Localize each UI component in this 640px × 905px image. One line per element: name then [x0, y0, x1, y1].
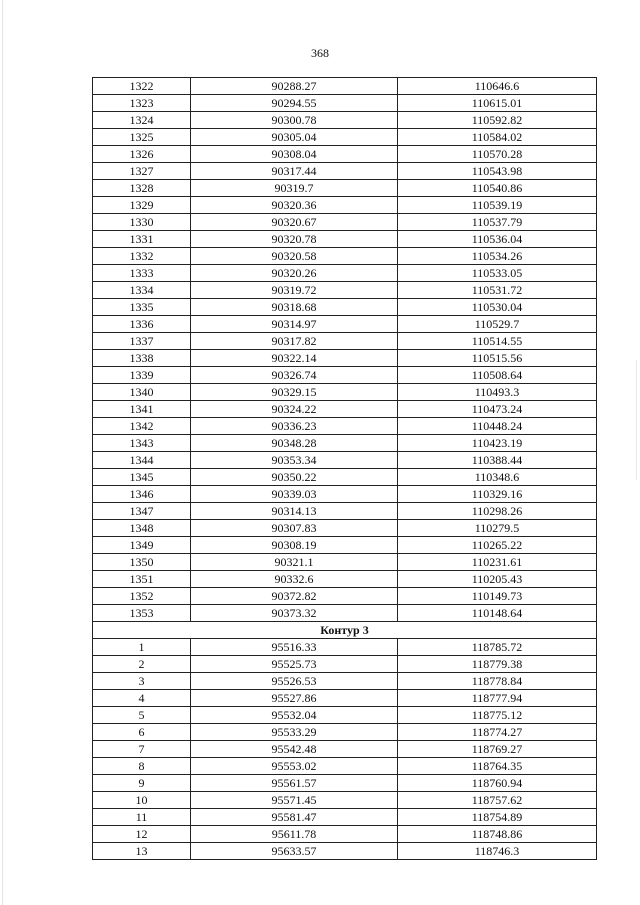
- table-row: [93, 197, 597, 214]
- y-coordinate-cell: 110279.5: [398, 520, 597, 537]
- table-row: [93, 588, 597, 605]
- x-coordinate-cell: 95525.73: [191, 656, 398, 673]
- point-number-cell: 1330: [93, 214, 191, 231]
- y-coordinate-cell: 110540.86: [398, 180, 597, 197]
- y-coordinate-cell: 118774.27: [398, 724, 597, 741]
- table-row: [93, 537, 597, 554]
- table-row: [93, 316, 597, 333]
- table-row: [93, 146, 597, 163]
- x-coordinate-cell: 90318.68: [191, 299, 398, 316]
- table-row: [93, 333, 597, 350]
- y-coordinate-cell: 110529.7: [398, 316, 597, 333]
- table-row: [93, 486, 597, 503]
- point-number-cell: 1332: [93, 248, 191, 265]
- table-row: [93, 129, 597, 146]
- point-number-cell: 1341: [93, 401, 191, 418]
- table-row: [93, 78, 597, 95]
- x-coordinate-cell: 90320.36: [191, 197, 398, 214]
- table-row: [93, 384, 597, 401]
- x-coordinate-cell: 90319.7: [191, 180, 398, 197]
- x-coordinate-cell: 90329.15: [191, 384, 398, 401]
- y-coordinate-cell: 118764.35: [398, 758, 597, 775]
- point-number-cell: 1338: [93, 350, 191, 367]
- y-coordinate-cell: 110530.04: [398, 299, 597, 316]
- x-coordinate-cell: 95532.04: [191, 707, 398, 724]
- point-number-cell: 1335: [93, 299, 191, 316]
- x-coordinate-cell: 90308.19: [191, 537, 398, 554]
- table-row: [93, 673, 597, 690]
- table-row: [93, 843, 597, 860]
- scan-edge-left: [2, 0, 3, 905]
- table-row: [93, 758, 597, 775]
- y-coordinate-cell: 110533.05: [398, 265, 597, 282]
- point-number-cell: 1347: [93, 503, 191, 520]
- x-coordinate-cell: 95516.33: [191, 639, 398, 656]
- point-number-cell: 1328: [93, 180, 191, 197]
- table-row: [93, 571, 597, 588]
- table-row: [93, 775, 597, 792]
- table-row: [93, 809, 597, 826]
- table-row: [93, 214, 597, 231]
- table-row: [93, 469, 597, 486]
- x-coordinate-cell: 95571.45: [191, 792, 398, 809]
- point-number-cell: 1343: [93, 435, 191, 452]
- x-coordinate-cell: 90320.26: [191, 265, 398, 282]
- y-coordinate-cell: 110543.98: [398, 163, 597, 180]
- x-coordinate-cell: 95527.86: [191, 690, 398, 707]
- point-number-cell: 1345: [93, 469, 191, 486]
- point-number-cell: 1342: [93, 418, 191, 435]
- x-coordinate-cell: 90372.82: [191, 588, 398, 605]
- x-coordinate-cell: 90353.34: [191, 452, 398, 469]
- y-coordinate-cell: 110329.16: [398, 486, 597, 503]
- table-row: [93, 231, 597, 248]
- table-row: [93, 350, 597, 367]
- x-coordinate-cell: 90321.1: [191, 554, 398, 571]
- y-coordinate-cell: 110348.6: [398, 469, 597, 486]
- point-number-cell: 1348: [93, 520, 191, 537]
- y-coordinate-cell: 110584.02: [398, 129, 597, 146]
- y-coordinate-cell: 118775.12: [398, 707, 597, 724]
- table-row: [93, 265, 597, 282]
- section-row: [93, 622, 597, 639]
- point-number-cell: 1353: [93, 605, 191, 622]
- y-coordinate-cell: 110231.61: [398, 554, 597, 571]
- x-coordinate-cell: 90326.74: [191, 367, 398, 384]
- point-number-cell: 1: [93, 639, 191, 656]
- y-coordinate-cell: 110493.3: [398, 384, 597, 401]
- y-coordinate-cell: 110388.44: [398, 452, 597, 469]
- point-number-cell: 7: [93, 741, 191, 758]
- x-coordinate-cell: 90294.55: [191, 95, 398, 112]
- point-number-cell: 6: [93, 724, 191, 741]
- x-coordinate-cell: 90314.13: [191, 503, 398, 520]
- point-number-cell: 1322: [93, 78, 191, 95]
- table-row: [93, 367, 597, 384]
- point-number-cell: 5: [93, 707, 191, 724]
- y-coordinate-cell: 110534.26: [398, 248, 597, 265]
- x-coordinate-cell: 90320.67: [191, 214, 398, 231]
- x-coordinate-cell: 90373.32: [191, 605, 398, 622]
- point-number-cell: 2: [93, 656, 191, 673]
- point-number-cell: 1349: [93, 537, 191, 554]
- y-coordinate-cell: 118777.94: [398, 690, 597, 707]
- table-row: [93, 520, 597, 537]
- x-coordinate-cell: 90336.23: [191, 418, 398, 435]
- table-row: [93, 435, 597, 452]
- point-number-cell: 1350: [93, 554, 191, 571]
- table-row: [93, 452, 597, 469]
- table-row: [93, 95, 597, 112]
- x-coordinate-cell: 95581.47: [191, 809, 398, 826]
- point-number-cell: 1351: [93, 571, 191, 588]
- y-coordinate-cell: 110592.82: [398, 112, 597, 129]
- point-number-cell: 1339: [93, 367, 191, 384]
- table-row: [93, 282, 597, 299]
- section-title: Контур 3: [93, 622, 597, 639]
- y-coordinate-cell: 110536.04: [398, 231, 597, 248]
- point-number-cell: 1331: [93, 231, 191, 248]
- y-coordinate-cell: 110149.73: [398, 588, 597, 605]
- x-coordinate-cell: 90339.03: [191, 486, 398, 503]
- table-row: [93, 401, 597, 418]
- point-number-cell: 1326: [93, 146, 191, 163]
- table-row: [93, 605, 597, 622]
- x-coordinate-cell: 90288.27: [191, 78, 398, 95]
- x-coordinate-cell: 90348.28: [191, 435, 398, 452]
- x-coordinate-cell: 95526.53: [191, 673, 398, 690]
- y-coordinate-cell: 110515.56: [398, 350, 597, 367]
- point-number-cell: 12: [93, 826, 191, 843]
- y-coordinate-cell: 110531.72: [398, 282, 597, 299]
- table-row: [93, 554, 597, 571]
- table-row: [93, 741, 597, 758]
- table-row: [93, 690, 597, 707]
- y-coordinate-cell: 118760.94: [398, 775, 597, 792]
- y-coordinate-cell: 110298.26: [398, 503, 597, 520]
- point-number-cell: 1324: [93, 112, 191, 129]
- scan-edge-right: [636, 360, 637, 480]
- table-row: [93, 639, 597, 656]
- point-number-cell: 1325: [93, 129, 191, 146]
- point-number-cell: 1329: [93, 197, 191, 214]
- page-number: 368: [311, 46, 329, 60]
- y-coordinate-cell: 110205.43: [398, 571, 597, 588]
- x-coordinate-cell: 90300.78: [191, 112, 398, 129]
- point-number-cell: 9: [93, 775, 191, 792]
- x-coordinate-cell: 90317.82: [191, 333, 398, 350]
- table-row: [93, 656, 597, 673]
- table-body-part-2: [93, 639, 597, 860]
- point-number-cell: 13: [93, 843, 191, 860]
- point-number-cell: 1344: [93, 452, 191, 469]
- point-number-cell: 1340: [93, 384, 191, 401]
- x-coordinate-cell: 95533.29: [191, 724, 398, 741]
- y-coordinate-cell: 110508.64: [398, 367, 597, 384]
- y-coordinate-cell: 110265.22: [398, 537, 597, 554]
- table-row: [93, 248, 597, 265]
- point-number-cell: 1323: [93, 95, 191, 112]
- point-number-cell: 1346: [93, 486, 191, 503]
- x-coordinate-cell: 90308.04: [191, 146, 398, 163]
- y-coordinate-cell: 110448.24: [398, 418, 597, 435]
- point-number-cell: 4: [93, 690, 191, 707]
- table-row: [93, 418, 597, 435]
- y-coordinate-cell: 118769.27: [398, 741, 597, 758]
- y-coordinate-cell: 118746.3: [398, 843, 597, 860]
- point-number-cell: 1352: [93, 588, 191, 605]
- x-coordinate-cell: 95633.57: [191, 843, 398, 860]
- x-coordinate-cell: 90317.44: [191, 163, 398, 180]
- table-row: [93, 792, 597, 809]
- point-number-cell: 11: [93, 809, 191, 826]
- y-coordinate-cell: 110537.79: [398, 214, 597, 231]
- y-coordinate-cell: 110615.01: [398, 95, 597, 112]
- x-coordinate-cell: 90307.83: [191, 520, 398, 537]
- y-coordinate-cell: 118779.38: [398, 656, 597, 673]
- table-row: [93, 503, 597, 520]
- point-number-cell: 3: [93, 673, 191, 690]
- y-coordinate-cell: 118757.62: [398, 792, 597, 809]
- x-coordinate-cell: 95542.48: [191, 741, 398, 758]
- x-coordinate-cell: 95611.78: [191, 826, 398, 843]
- y-coordinate-cell: 118748.86: [398, 826, 597, 843]
- point-number-cell: 1336: [93, 316, 191, 333]
- point-number-cell: 1333: [93, 265, 191, 282]
- x-coordinate-cell: 90332.6: [191, 571, 398, 588]
- point-number-cell: 1337: [93, 333, 191, 350]
- x-coordinate-cell: 95553.02: [191, 758, 398, 775]
- y-coordinate-cell: 110646.6: [398, 78, 597, 95]
- table-row: [93, 112, 597, 129]
- point-number-cell: 8: [93, 758, 191, 775]
- y-coordinate-cell: 118754.89: [398, 809, 597, 826]
- x-coordinate-cell: 90320.58: [191, 248, 398, 265]
- point-number-cell: 1334: [93, 282, 191, 299]
- table-body-part-1: [93, 78, 597, 622]
- table-row: [93, 707, 597, 724]
- coordinates-table: [92, 77, 597, 860]
- section-header: [93, 622, 597, 639]
- x-coordinate-cell: 90322.14: [191, 350, 398, 367]
- y-coordinate-cell: 110148.64: [398, 605, 597, 622]
- y-coordinate-cell: 110473.24: [398, 401, 597, 418]
- x-coordinate-cell: 90320.78: [191, 231, 398, 248]
- y-coordinate-cell: 110570.28: [398, 146, 597, 163]
- table-row: [93, 180, 597, 197]
- table-row: [93, 724, 597, 741]
- x-coordinate-cell: 90350.22: [191, 469, 398, 486]
- y-coordinate-cell: 110539.19: [398, 197, 597, 214]
- y-coordinate-cell: 118785.72: [398, 639, 597, 656]
- y-coordinate-cell: 110423.19: [398, 435, 597, 452]
- y-coordinate-cell: 118778.84: [398, 673, 597, 690]
- table-row: [93, 826, 597, 843]
- table-row: [93, 163, 597, 180]
- point-number-cell: 10: [93, 792, 191, 809]
- y-coordinate-cell: 110514.55: [398, 333, 597, 350]
- x-coordinate-cell: 95561.57: [191, 775, 398, 792]
- table-row: [93, 299, 597, 316]
- x-coordinate-cell: 90314.97: [191, 316, 398, 333]
- point-number-cell: 1327: [93, 163, 191, 180]
- x-coordinate-cell: 90305.04: [191, 129, 398, 146]
- x-coordinate-cell: 90319.72: [191, 282, 398, 299]
- x-coordinate-cell: 90324.22: [191, 401, 398, 418]
